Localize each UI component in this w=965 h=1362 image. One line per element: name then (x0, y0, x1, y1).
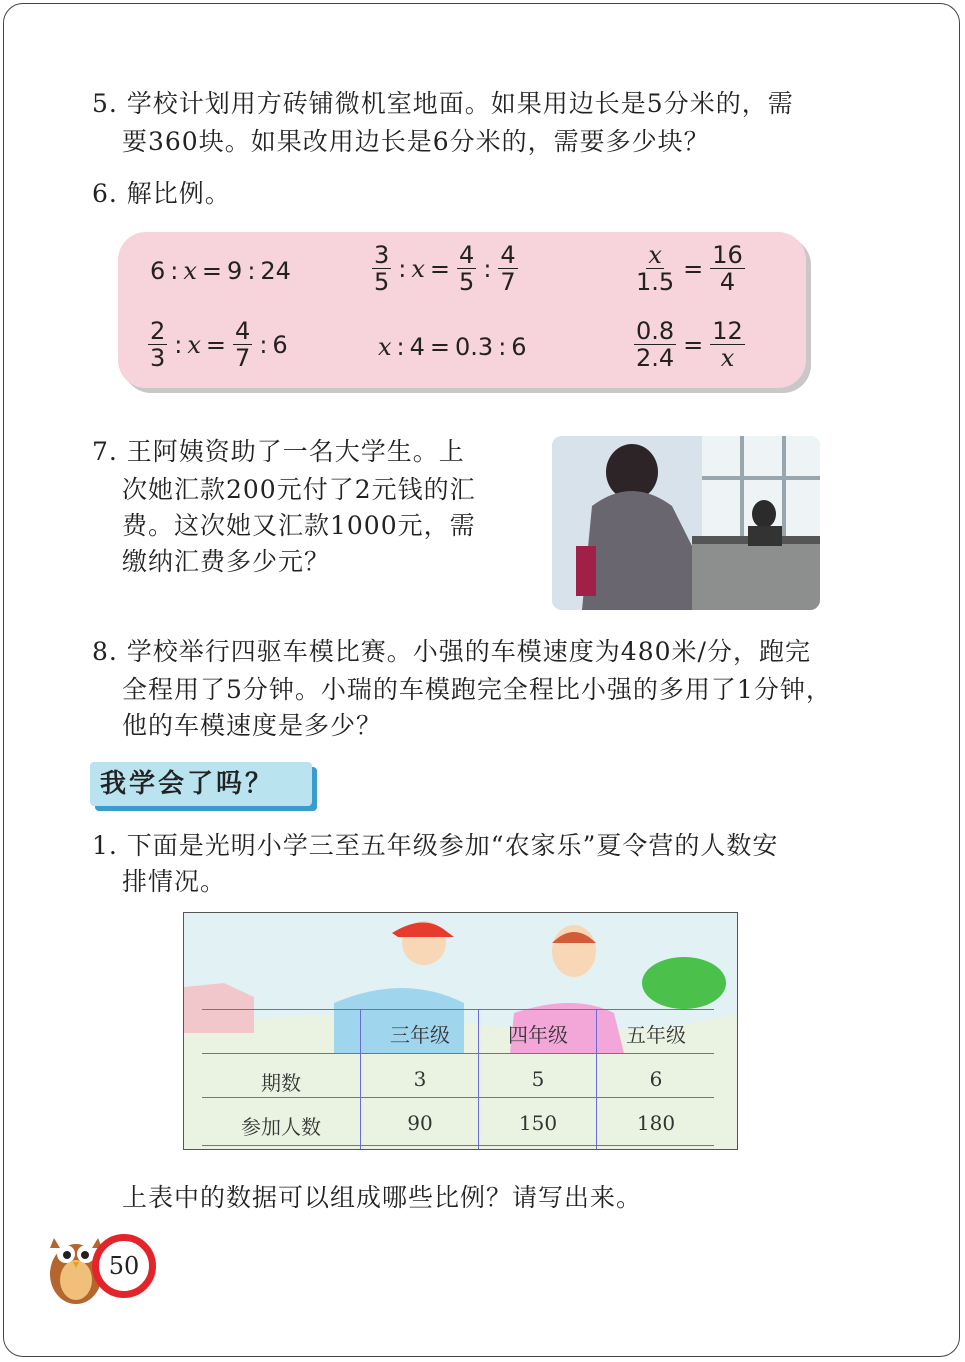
eq5-c: 0.3 (455, 333, 494, 361)
check-1-line-2: 排情况。 (122, 867, 227, 896)
eq1-c: 9 (227, 257, 243, 285)
camp-illustration-table (183, 912, 738, 1150)
equation-5: x : 4 = 0.3 : 6 (378, 333, 527, 361)
eq1-a: 6 (150, 257, 166, 285)
table-cell: 150 (518, 1111, 558, 1135)
problem-6-label: 6. 解比例。 (92, 179, 231, 208)
eq2-d-den: 7 (500, 268, 516, 296)
table-cell: 3 (413, 1067, 427, 1091)
eq3-r-den: 4 (719, 268, 736, 296)
equation-3: $\frac{x}{1.5}$ = $\frac{16}{4}$ (636, 241, 743, 296)
eq4-a-num: 2 (150, 317, 166, 345)
problem-5-line-1: 5. 学校计划用方砖铺微机室地面。如果用边长是5分米的，需 (92, 89, 794, 118)
table-top-rule (202, 1009, 714, 1010)
equation-4: $\frac{2}{3}$ : x = $\frac{4}{7}$ : 6 (150, 317, 288, 372)
eq1-d: 24 (260, 257, 291, 285)
problem-7-line-4: 缴纳汇费多少元？ (122, 547, 331, 576)
table-cell: 180 (636, 1111, 676, 1135)
eq1-x: x (183, 257, 197, 285)
eq6-r-num: 12 (712, 317, 743, 345)
bank-counter-photo (552, 436, 820, 610)
equation-2: $\frac{3}{5}$ : x = $\frac{4}{5}$ : $\frac{4}{7}$ (374, 241, 516, 296)
eq5-x: x (378, 333, 392, 361)
table-header-rule (202, 1053, 714, 1054)
eq6-l-den: 2.4 (636, 344, 675, 372)
eq3-l-den: 1.5 (636, 268, 675, 296)
eq3-r-num: 16 (712, 241, 743, 269)
eq3-l-num: x (648, 241, 662, 269)
table-col-rule-1 (360, 1009, 361, 1150)
problem-7-line-1: 7. 王阿姨资助了一名大学生。上 (92, 437, 465, 466)
table-row-label-periods: 期数 (261, 1071, 301, 1095)
page-number: 50 (92, 1234, 156, 1298)
check-1-question: 上表中的数据可以组成哪些比例？请写出来。 (122, 1183, 643, 1212)
problem-8-line-3: 他的车模速度是多少？ (122, 711, 383, 740)
eq2-a-den: 5 (374, 268, 390, 296)
equation-1: 6 : x = 9 : 24 (150, 257, 291, 285)
table-row-rule (202, 1097, 714, 1098)
eq4-d: 6 (272, 330, 288, 359)
eq6-r-den: x (720, 344, 735, 372)
table-cell: 90 (407, 1111, 433, 1135)
equation-box (118, 232, 806, 388)
table-col-rule-3 (596, 1009, 597, 1150)
eq4-c-den: 7 (235, 344, 251, 372)
table-cell: 5 (531, 1067, 545, 1091)
table-header-grade-5: 五年级 (626, 1023, 686, 1047)
eq5-d: 6 (511, 333, 527, 361)
check-1-line-1: 1. 下面是光明小学三至五年级参加“农家乐”夏令营的人数安 (92, 831, 779, 860)
eq2-x: x (411, 254, 425, 283)
problem-8-line-1: 8. 学校举行四驱车模比赛。小强的车模速度为480米/分，跑完 (92, 637, 811, 666)
eq2-a-num: 3 (374, 241, 390, 269)
problem-7-line-2: 次她汇款200元付了2元钱的汇 (122, 475, 476, 504)
table-row-label-participants: 参加人数 (241, 1115, 321, 1139)
table-bottom-rule (202, 1145, 714, 1146)
problem-8-line-2: 全程用了5分钟。小瑞的车模跑完全程比小强的多用了1分钟， (122, 675, 832, 704)
equation-6: $\frac{0.8}{2.4}$ = $\frac{12}{x}$ (636, 317, 743, 372)
eq6-l-num: 0.8 (636, 317, 675, 345)
eq2-d-num: 4 (500, 241, 516, 269)
table-col-rule-2 (478, 1009, 479, 1150)
problem-7-line-3: 费。这次她又汇款1000元，需 (122, 511, 476, 540)
eq2-c-num: 4 (459, 241, 475, 269)
eq4-c-num: 4 (235, 317, 251, 345)
table-cell: 6 (649, 1067, 663, 1091)
problem-5-line-2: 要360块。如果改用边长是6分米的，需要多少块？ (122, 127, 710, 156)
section-heading: 我学会了吗？ (90, 762, 312, 806)
table-header-grade-4: 四年级 (508, 1023, 568, 1047)
eq2-c-den: 5 (459, 268, 475, 296)
eq4-a-den: 3 (150, 344, 166, 372)
eq4-x: x (187, 330, 201, 359)
eq5-b: 4 (409, 333, 425, 361)
table-header-grade-3: 三年级 (390, 1023, 450, 1047)
